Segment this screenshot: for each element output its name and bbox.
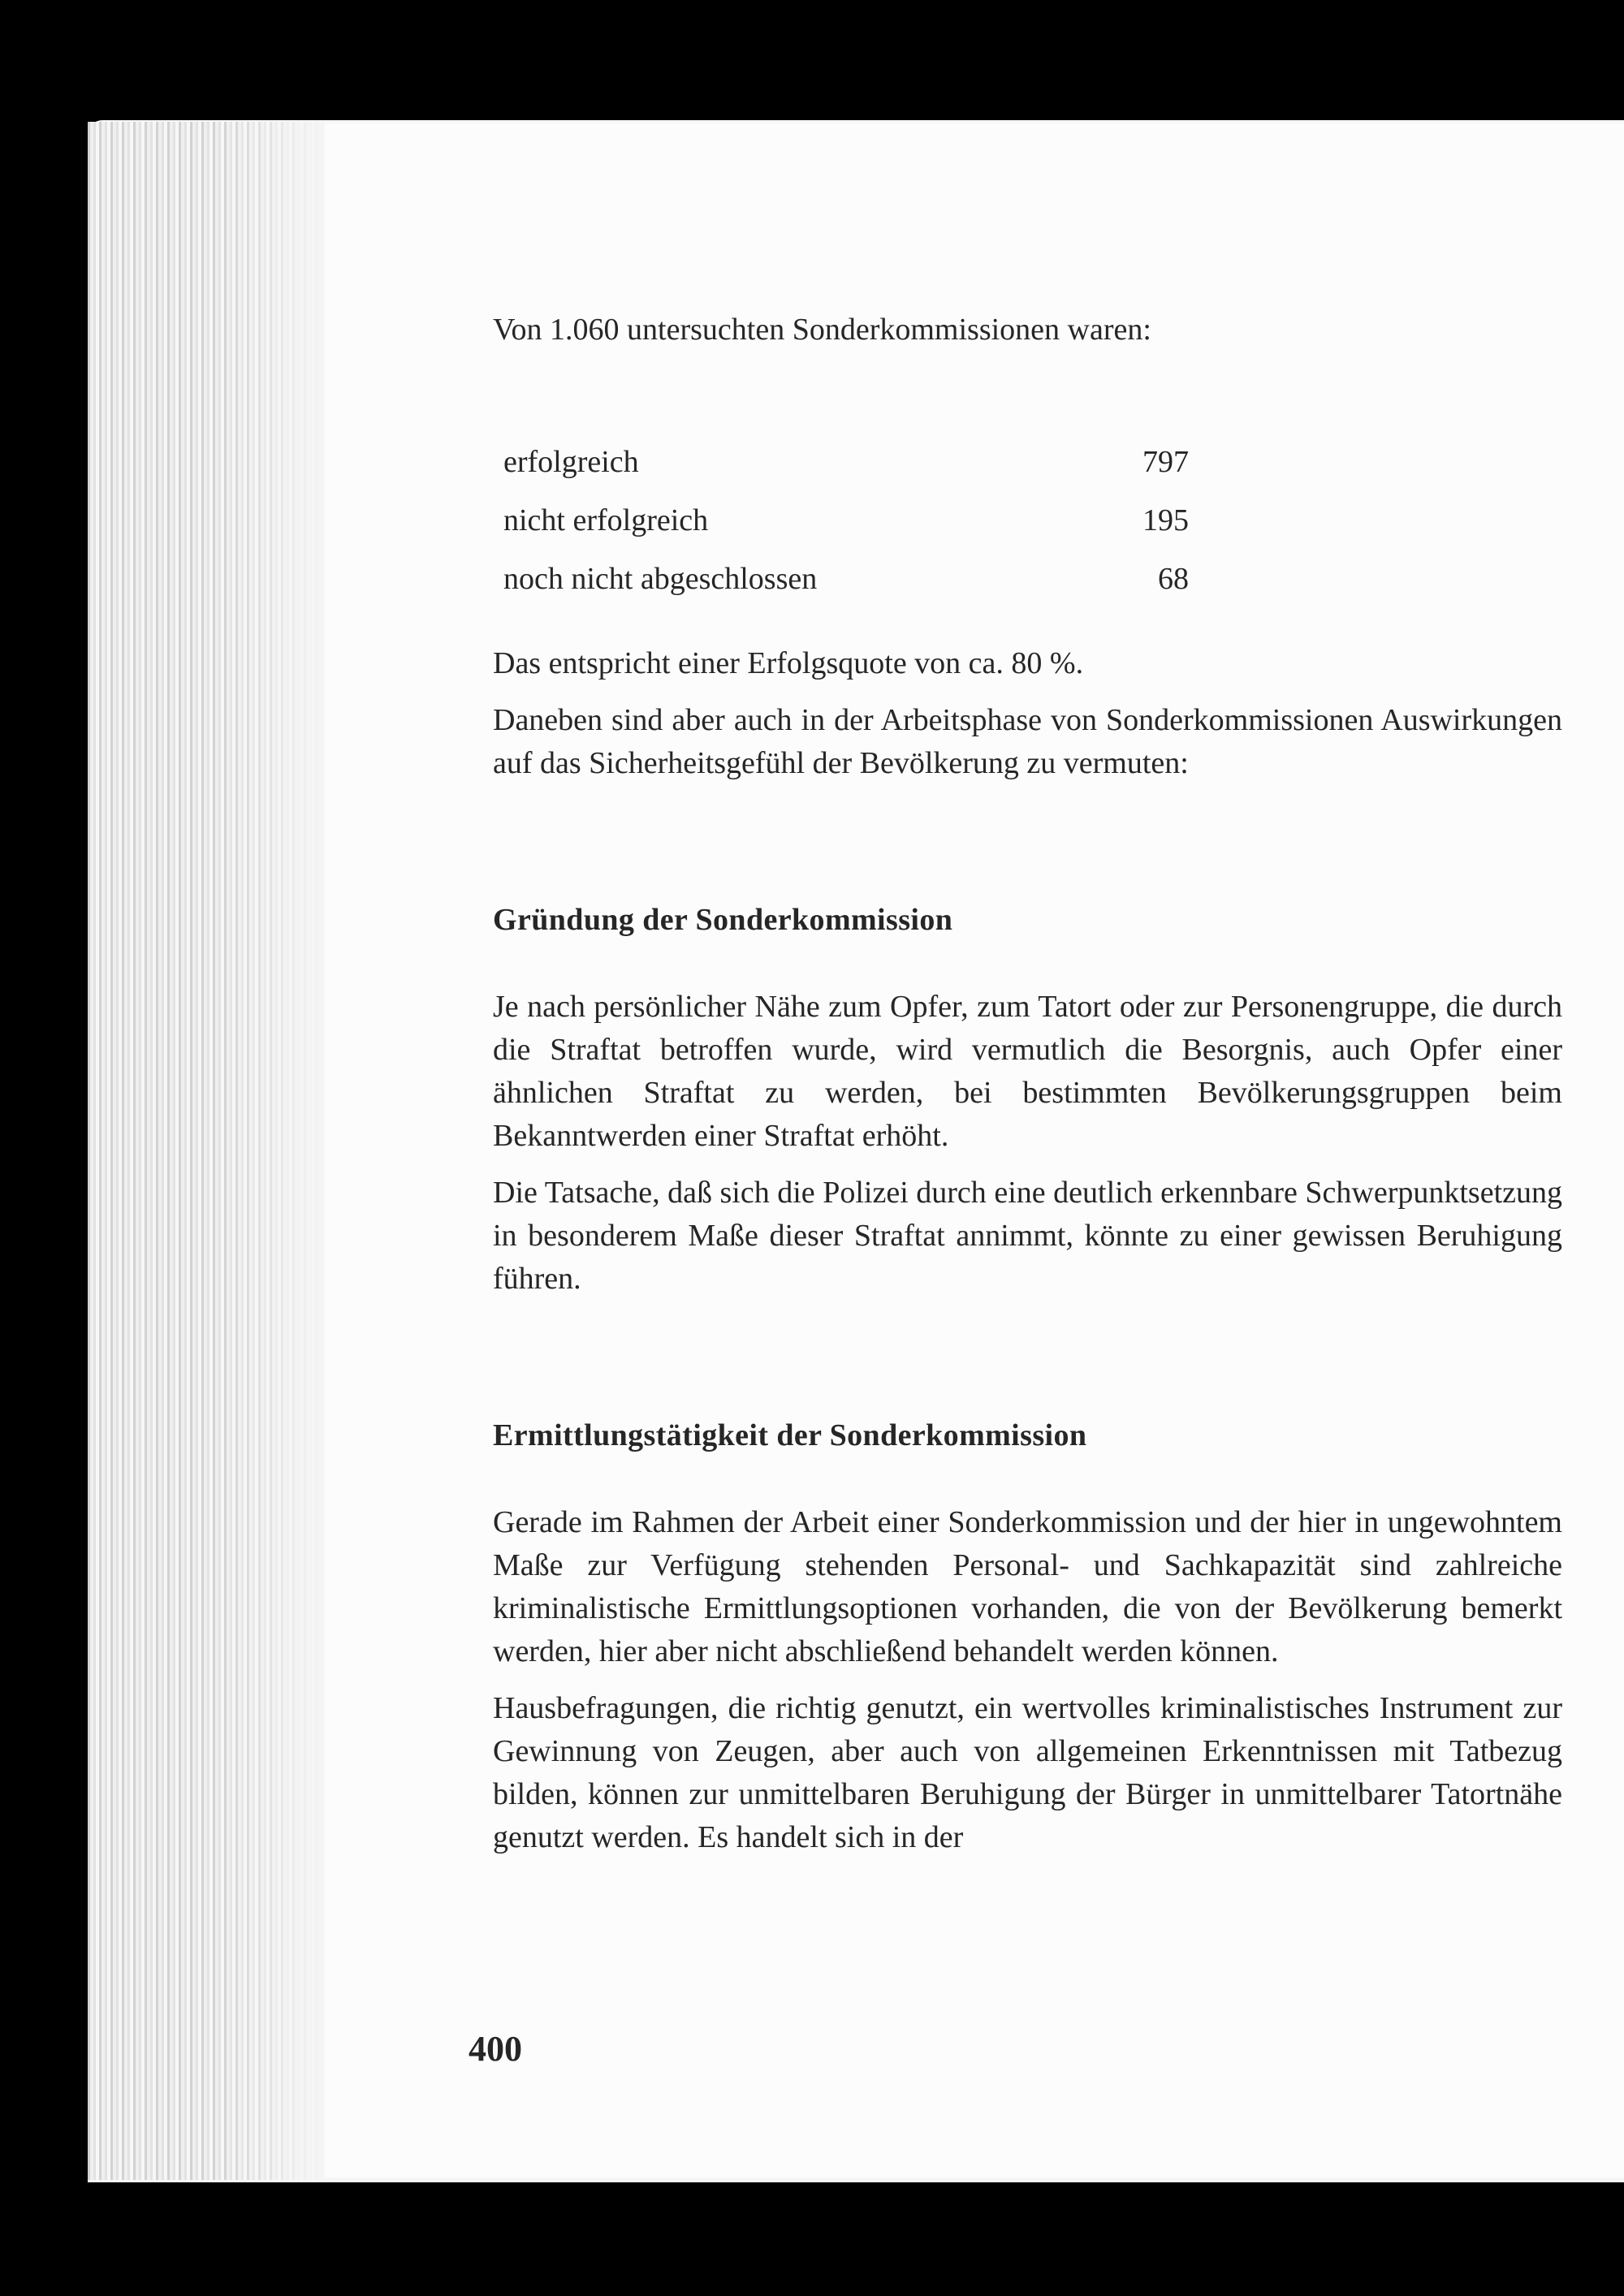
quota-text: Das entspricht einer Erfolgsquote von ca. 80 %.: [493, 646, 1084, 680]
page-content: [493, 309, 1562, 1859]
page-number: 400: [469, 2029, 522, 2069]
section-investigation-paragraph-2: Hausbefragungen, die richtig genutzt, ein wertvolles kriminalistisches Instrument zur Gewinnung von Zeugen, aber auch von allgemeinen Erkenntnissen mit Tatbezug bilden, können zur unmittelbaren Beruhigung der Bürger in unmittelbarer Tatortnähe genutzt werden. Es handelt sich in der: [493, 1691, 1562, 1854]
page-edges: [88, 122, 331, 2180]
stats-label: noch nicht abgeschlossen: [503, 561, 818, 596]
section-heading-investigation: Ermittlungstätigkeit der Sonderkommission: [493, 1418, 1087, 1452]
effects-paragraph: Daneben sind aber auch in der Arbeitsphase von Sonderkommissionen Auswirkungen auf das Sicherheitsgefühl der Bevölkerung zu vermuten:: [493, 703, 1562, 780]
stats-row: [493, 491, 1562, 550]
stats-label: nicht erfolgreich: [503, 503, 709, 537]
stats-row: [493, 433, 1562, 491]
section-investigation-paragraph-1: Gerade im Rahmen der Arbeit einer Sonderkommission und der hier in ungewohntem Maße zur Verfügung stehenden Personal- und Sachkapazität sind zahlreiche kriminalistische Ermittlungsoptionen vorhanden, die von der Bevölkerung bemerkt werden, hier aber nicht abschließend behandelt werden können.: [493, 1505, 1562, 1668]
stats-value: 195: [1142, 503, 1189, 537]
stats-row: [493, 550, 1562, 608]
stats-table: [493, 433, 1562, 608]
section-founding-paragraph-2: Die Tatsache, daß sich die Polizei durch eine deutlich erkennbare Schwerpunktsetzung in besonderem Maße dieser Straftat annimmt, könnte zu einer gewissen Beruhigung führen.: [493, 1176, 1562, 1296]
stats-value: 68: [1158, 561, 1189, 596]
stats-label: erfolgreich: [503, 444, 639, 479]
section-heading-founding: Gründung der Sonderkommission: [493, 903, 953, 937]
stats-value: 797: [1142, 444, 1189, 479]
intro-text: Von 1.060 untersuchten Sonderkommissionen waren:: [493, 313, 1151, 347]
section-founding-paragraph-1: Je nach persönlicher Nähe zum Opfer, zum Tatort oder zur Personengruppe, die durch die Straftat betroffen wurde, wird vermutlich die Besorgnis, auch Opfer einer ähnlichen Straftat zu werden, bei bestimmten Bevölkerungsgruppen beim Bekanntwerden einer Straftat erhöht.: [493, 990, 1562, 1153]
